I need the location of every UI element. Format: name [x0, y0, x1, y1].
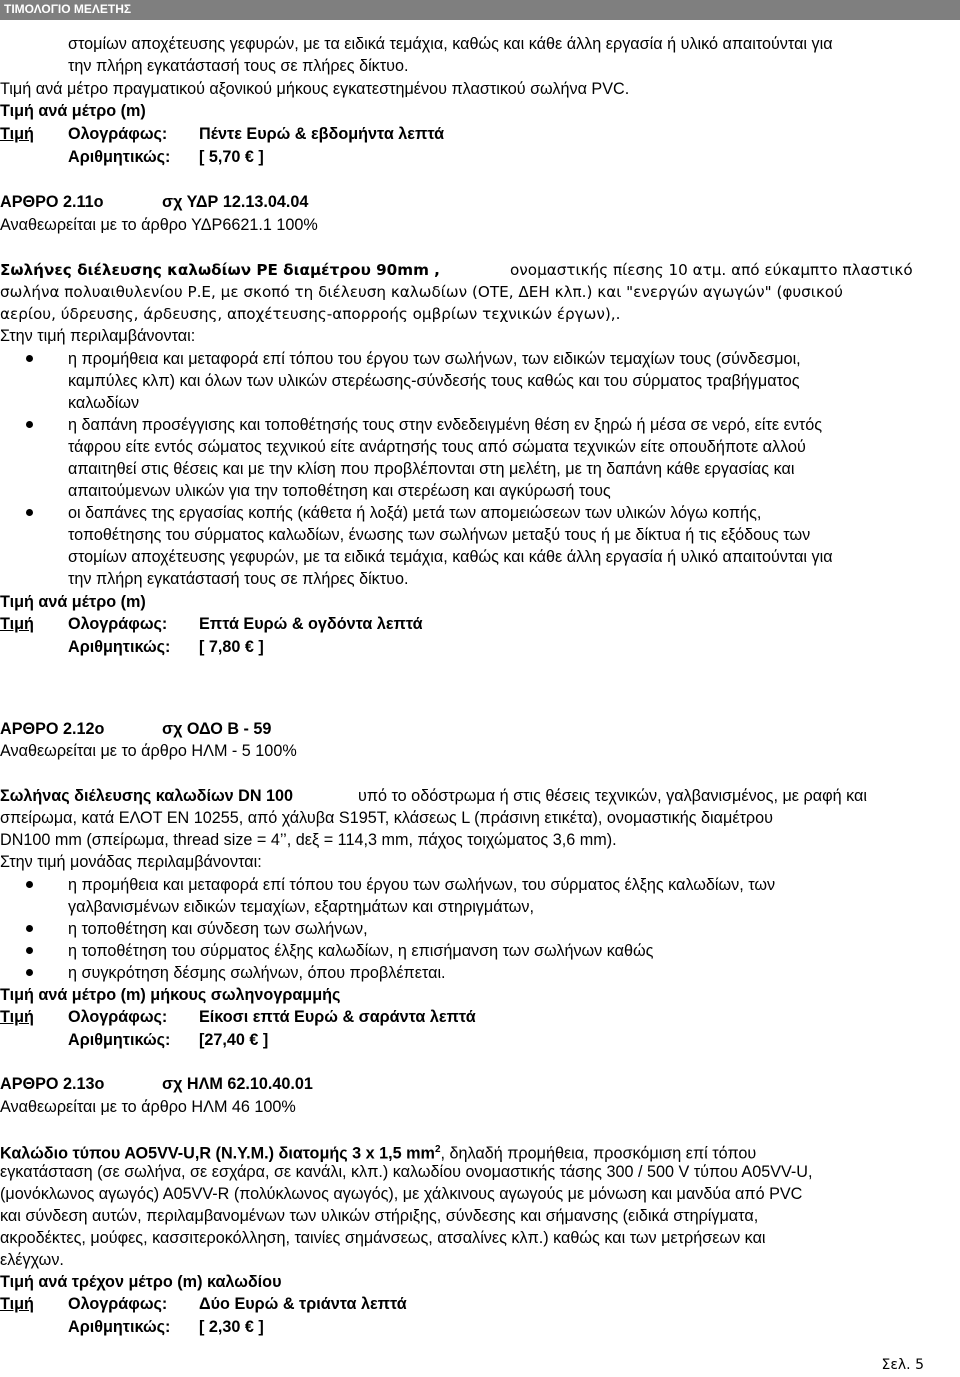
article-13-desc-rest: , δηλαδή προμήθεια, προσκόμιση επί τόπου: [440, 1144, 757, 1163]
prev-num-label: Αριθμητικώς:: [68, 148, 171, 166]
bullet-marker: [26, 355, 33, 362]
bullet-marker: [26, 421, 33, 428]
article-11-item3-line2: τοποθέτησης του σύρματος καλωδίων, ένωσης των σωλήνων μεταξύ τους ή με δίκτυα ή τις εξόδους των: [68, 526, 811, 544]
document-header: [0, 0, 960, 20]
article-12-words: Είκοσι επτά Ευρώ & σαράντα λεπτά: [199, 1008, 476, 1026]
article-12-desc-rest: υπό το οδόστρωμα ή στις θέσεις τεχνικών, γαλβανισμένος, με ραφή και: [358, 787, 867, 805]
article-11-unit: Τιμή ανά μέτρο (m): [0, 593, 146, 611]
article-12-desc-line3: DN100 mm (σπείρωμα, thread size = 4’’, dεξ = 114,3 mm, πάχος τοιχώματος 3,6 mm).: [0, 831, 617, 849]
article-13-review: Αναθεωρείται με το άρθρο ΗΛΜ 46 100%: [0, 1098, 296, 1116]
article-11-includes: Στην τιμή περιλαμβάνονται:: [0, 327, 196, 345]
article-12-item1-line1: η προμήθεια και μεταφορά επί τόπου του έργου των σωλήνων, του σύρματος έλξης καλωδίων, των: [68, 876, 776, 894]
article-11-item2-line1: η δαπάνη προσέγγισης και τοποθέτησής τους στην ενδεδειγμένη θέση εν ξηρώ ή μέσα σε νερό, είτε εντός: [68, 416, 823, 434]
article-11-item2-line3: απαιτηθεί στις θέσεις και με την κλίση που προβλέπονται στη μελέτη, με τη δαπάνη κάθε εργασίας και: [68, 460, 795, 478]
prev-cont-line2: την πλήρη εγκατάστασή τους σε πλήρες δίκτυο.: [68, 57, 409, 75]
article-11-words: Επτά Ευρώ & ογδόντα λεπτά: [199, 615, 423, 633]
prev-words-label: Ολογράφως:: [68, 125, 168, 143]
article-11-item1-line2: καμπύλες κλπ) και όλων των υλικών στερέωσης-σύνδεσής τους καθώς και του σύρματος τραβήγματος: [68, 372, 800, 390]
bullet-marker: [26, 881, 33, 888]
article-11-desc-bold: Σωλήνες διέλευσης καλωδίων ΡΕ διαμέτρου 90mm ,: [0, 261, 440, 279]
article-11-item1-line1: η προμήθεια και μεταφορά επί τόπου του έργου των σωλήνων, των ειδικών τεμαχίων τους (σύνδεσμοι,: [68, 350, 801, 368]
article-11-item1-line3: καλωδίων: [68, 394, 140, 412]
bullet-marker: [26, 925, 33, 932]
article-11-code: σχ ΥΔΡ 12.13.04.04: [162, 193, 309, 211]
article-12-desc-line2: σπείρωμα, κατά ΕΛΟΤ ΕΝ 10255, από χάλυβα S195T, κλάσεως L (πράσινη ετικέτα), ονομαστικής διαμέτρου: [0, 809, 773, 827]
bullet-marker: [26, 509, 33, 516]
article-13-code: σχ ΗΛΜ 62.10.40.01: [162, 1075, 313, 1093]
article-13-words-label: Ολογράφως:: [68, 1295, 168, 1313]
page-number: Σελ. 5: [881, 1357, 924, 1373]
article-13-desc-line5: ακροδέκτες, μούφες, κασσιτεροκόλληση, ταινίες σημάνσεως, ατσαλίνες κλπ.) καθώς και των μετρήσεων και: [0, 1229, 766, 1247]
article-12-item2: η τοποθέτηση και σύνδεση των σωλήνων,: [68, 920, 368, 938]
article-13-desc-sup: 2: [434, 1144, 441, 1155]
prev-unit: Τιμή ανά μέτρο (m): [0, 102, 146, 120]
article-11-item2-line4: απαιτούμενων υλικών για την τοποθέτηση και στερέωση και αγκύρωσή τους: [68, 482, 611, 500]
article-12-item3: η τοποθέτηση του σύρματος έλξης καλωδίων, η επισήμανση των σωλήνων καθώς: [68, 942, 654, 960]
article-12-title: ΑΡΘΡΟ 2.12ο: [0, 720, 105, 738]
article-11-desc-line3: αερίου, ύδρευσης, άρδευσης, αποχέτευσης-απορροής ομβρίων τεχνικών έργων),.: [0, 305, 621, 323]
article-11-title: ΑΡΘΡΟ 2.11ο: [0, 193, 104, 211]
article-13-unit: Τιμή ανά τρέχον μέτρο (m) καλωδίου: [0, 1273, 282, 1291]
article-11-item3-line1: οι δαπάνες της εργασίας κοπής (κάθετα ή λοξά) μετά των απομειώσεων των υλικών λόγω κοπής,: [68, 504, 762, 522]
article-12-words-label: Ολογράφως:: [68, 1008, 168, 1026]
article-11-review: Αναθεωρείται με το άρθρο ΥΔΡ6621.1 100%: [0, 216, 318, 234]
article-12-unit: Τιμή ανά μέτρο (m) μήκους σωληνογραμμής: [0, 986, 341, 1004]
article-13-desc-line6: ελέγχων.: [0, 1251, 64, 1269]
bullet-marker: [26, 969, 33, 976]
article-12-item1-line2: γαλβανισμένων ειδικών τεμαχίων, εξαρτημάτων και στηριγμάτων,: [68, 898, 534, 916]
article-11-desc-line2: σωλήνα πολυαιθυλενίου Ρ.Ε, με σκοπό τη διέλευση καλωδίων (ΟΤΕ, ΔΕΗ κλπ.) και "ενεργών αγωγών" (φυσικού: [0, 283, 843, 301]
article-12-review: Αναθεωρείται με το άρθρο ΗΛΜ - 5 100%: [0, 742, 297, 760]
article-12-item4: η συγκρότηση δέσμης σωλήνων, όπου προβλέπεται.: [68, 964, 446, 982]
article-11-num-label: Αριθμητικώς:: [68, 638, 171, 656]
article-11-price-label: Τιμή: [0, 615, 34, 633]
prev-cont-line1: στομίων αποχέτευσης γεφυρών, με τα ειδικά τεμάχια, καθώς και κάθε άλλη εργασία ή υλικό απαιτούνται για: [68, 35, 833, 53]
article-11-item2-line2: τάφρου είτε εντός σώματος τεχνικού είτε ανάρτησής τους από σώματα τεχνικών είτε οπουδήποτε αλλού: [68, 438, 806, 456]
article-12-num-label: Αριθμητικώς:: [68, 1031, 171, 1049]
article-13-desc-line3: (μονόκλωνος αγωγός) Α05VV-R (πολύκλωνος αγωγός), με χάλκινους αγωγούς με μόνωση και μανδύα από PVC: [0, 1185, 803, 1203]
article-11-desc-rest: ονομαστικής πίεσης 10 ατμ. από εύκαμπτο πλαστικό: [510, 261, 913, 279]
article-13-num: [ 2,30 € ]: [199, 1318, 264, 1336]
article-11-words-label: Ολογράφως:: [68, 615, 168, 633]
article-13-desc-line1: [0, 1140, 756, 1163]
article-13-desc-line4: και σύνδεση αυτών, περιλαμβανομένων των υλικών στήριξης, σύνδεσης και σήμανσης (ειδικά στηρίγματα,: [0, 1207, 759, 1225]
article-13-num-label: Αριθμητικώς:: [68, 1318, 171, 1336]
article-13-desc-line2: εγκατάσταση (σε σωλήνα, σε εσχάρα, σε κανάλι, κλπ.) καλωδίου ονομαστικής τάσης 300 / 500 V τύπου Α05VV-U,: [0, 1163, 813, 1181]
prev-words: Πέντε Ευρώ & εβδομήντα λεπτά: [199, 125, 445, 143]
article-13-price-label: Τιμή: [0, 1295, 34, 1313]
prev-cont-line3: Τιμή ανά μέτρο πραγματικού αξονικού μήκους εγκατεστημένου πλαστικού σωλήνα PVC.: [0, 80, 630, 98]
document-header-title: ΤΙΜΟΛΟΓΙΟ ΜΕΛΕΤΗΣ: [4, 2, 132, 16]
article-11-item3-line3: στομίων αποχέτευσης γεφυρών, με τα ειδικά τεμάχια, καθώς και κάθε άλλη εργασία ή υλικό απαιτούνται για: [68, 548, 833, 566]
article-13-title: ΑΡΘΡΟ 2.13ο: [0, 1075, 105, 1093]
article-12-includes: Στην τιμή μονάδας περιλαμβάνονται:: [0, 853, 262, 871]
article-13-desc-bold: Καλώδιο τύπου ΑΟ5VV-U,R (Ν.Υ.Μ.) διατομής 3 x 1,5 mm: [0, 1144, 435, 1163]
article-12-code: σχ ΟΔΟ Β - 59: [162, 720, 272, 738]
prev-num: [ 5,70 € ]: [199, 148, 264, 166]
article-12-price-label: Τιμή: [0, 1008, 34, 1026]
article-12-num: [27,40 € ]: [199, 1031, 269, 1049]
bullet-marker: [26, 947, 33, 954]
article-13-words: Δύο Ευρώ & τριάντα λεπτά: [199, 1295, 407, 1313]
prev-price-label: Τιμή: [0, 125, 34, 143]
article-12-desc-bold: Σωλήνας διέλευσης καλωδίων DN 100: [0, 787, 294, 805]
article-11-num: [ 7,80 € ]: [199, 638, 264, 656]
article-11-item3-line4: την πλήρη εγκατάστασή τους σε πλήρες δίκτυο.: [68, 570, 409, 588]
